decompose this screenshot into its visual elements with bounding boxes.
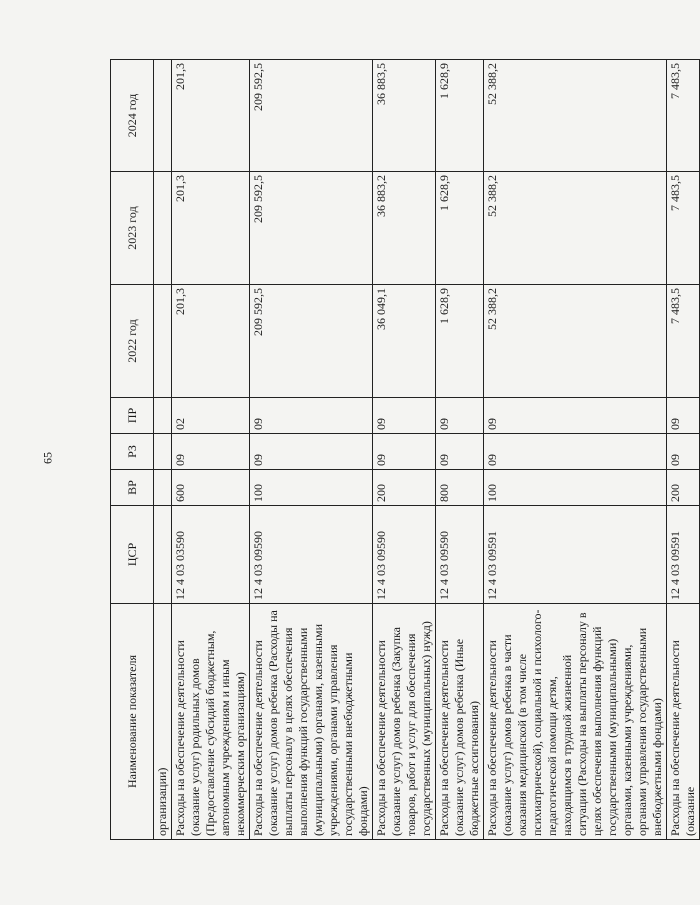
- budget-table: [110, 59, 700, 840]
- table-row: [250, 60, 373, 840]
- table-row: [373, 60, 436, 840]
- row-2022: 1 628,9: [436, 285, 484, 398]
- row-csr: 12 4 03 09590: [250, 506, 373, 604]
- row-2022: 52 388,2: [484, 285, 667, 398]
- row-vr: 100: [250, 470, 373, 506]
- row-csr: 12 4 03 03590: [172, 506, 250, 604]
- row-pr: 09: [250, 398, 373, 434]
- continuation-row: [154, 60, 172, 840]
- row-rz: 09: [373, 434, 436, 470]
- rotated-table-wrapper: [110, 60, 697, 840]
- row-vr: 200: [667, 470, 700, 506]
- row-rz: 09: [436, 434, 484, 470]
- row-2022: 201,3: [172, 285, 250, 398]
- row-csr: 12 4 03 09590: [373, 506, 436, 604]
- row-name: Расходы на обеспечение деятельности (оказание: [667, 604, 700, 840]
- header-csr: ЦСР: [111, 506, 154, 604]
- row-pr: 09: [484, 398, 667, 434]
- table-row: [484, 60, 667, 840]
- row-rz: 09: [667, 434, 700, 470]
- header-2022: 2022 год: [111, 285, 154, 398]
- row-2022: 7 483,5: [667, 285, 700, 398]
- row-rz: 09: [250, 434, 373, 470]
- row-2023: 7 483,5: [667, 172, 700, 285]
- row-csr: 12 4 03 09591: [667, 506, 700, 604]
- row-2024: 201,3: [172, 60, 250, 172]
- row-pr: 02: [172, 398, 250, 434]
- row-2022: 36 049,1: [373, 285, 436, 398]
- table-row: [667, 60, 700, 840]
- row-vr: 200: [373, 470, 436, 506]
- row-2024: 7 483,5: [667, 60, 700, 172]
- row-vr: 600: [172, 470, 250, 506]
- row-2023: 201,3: [172, 172, 250, 285]
- row-csr: 12 4 03 09590: [436, 506, 484, 604]
- row-rz: 09: [484, 434, 667, 470]
- row-2024: 1 628,9: [436, 60, 484, 172]
- header-pr: ПР: [111, 398, 154, 434]
- row-2023: 209 592,5: [250, 172, 373, 285]
- row-name: Расходы на обеспечение деятельности (оказание услуг) домов ребенка (Иные бюджетные ассигнования): [436, 604, 484, 840]
- header-rz: РЗ: [111, 434, 154, 470]
- row-2023: 36 883,2: [373, 172, 436, 285]
- header-name: Наименование показателя: [111, 604, 154, 840]
- row-pr: 09: [436, 398, 484, 434]
- header-2023: 2023 год: [111, 172, 154, 285]
- row-pr: 09: [667, 398, 700, 434]
- row-pr: 09: [373, 398, 436, 434]
- row-2022: 209 592,5: [250, 285, 373, 398]
- row-csr: 12 4 03 09591: [484, 506, 667, 604]
- row-2023: 1 628,9: [436, 172, 484, 285]
- row-rz: 09: [172, 434, 250, 470]
- row-vr: 800: [436, 470, 484, 506]
- page-number: 65: [40, 452, 55, 464]
- row-name: Расходы на обеспечение деятельности (оказание услуг) домов ребенка (Закупка товаров, работ и услуг для обеспечения государственных (муниципальных) нужд): [373, 604, 436, 840]
- row-vr: 100: [484, 470, 667, 506]
- row-2024: 52 388,2: [484, 60, 667, 172]
- header-vr: ВР: [111, 470, 154, 506]
- row-name: Расходы на обеспечение деятельности (оказание услуг) домов ребенка в части оказания медицинской (в том числе психиатрической), социальной и психолого-педагогической помощи детям, находящимся в трудной жизненной ситуации (Расходы на выплаты персоналу в целях обеспечения выполнения функций государственными (муниципальными) органами, казенными учреждениями, органами управления государственными внебюджетными фондами): [484, 604, 667, 840]
- continuation-cell: организации): [154, 604, 172, 840]
- header-row: [111, 60, 154, 840]
- header-2024: 2024 год: [111, 60, 154, 172]
- row-2023: 52 388,2: [484, 172, 667, 285]
- table-row: [172, 60, 250, 840]
- row-name: Расходы на обеспечение деятельности (оказание услуг) родильных домов (Предоставление субсидий бюджетным, автономным учреждениям и иным некоммерческим организациям): [172, 604, 250, 840]
- table-row: [436, 60, 484, 840]
- row-2024: 36 883,5: [373, 60, 436, 172]
- row-name: Расходы на обеспечение деятельности (оказание услуг) домов ребенка (Расходы на выплаты персоналу в целях обеспечения выполнения функций государственными (муниципальными) органами, казенными учреждениями, органами управления государственными внебюджетными фондами): [250, 604, 373, 840]
- row-2024: 209 592,5: [250, 60, 373, 172]
